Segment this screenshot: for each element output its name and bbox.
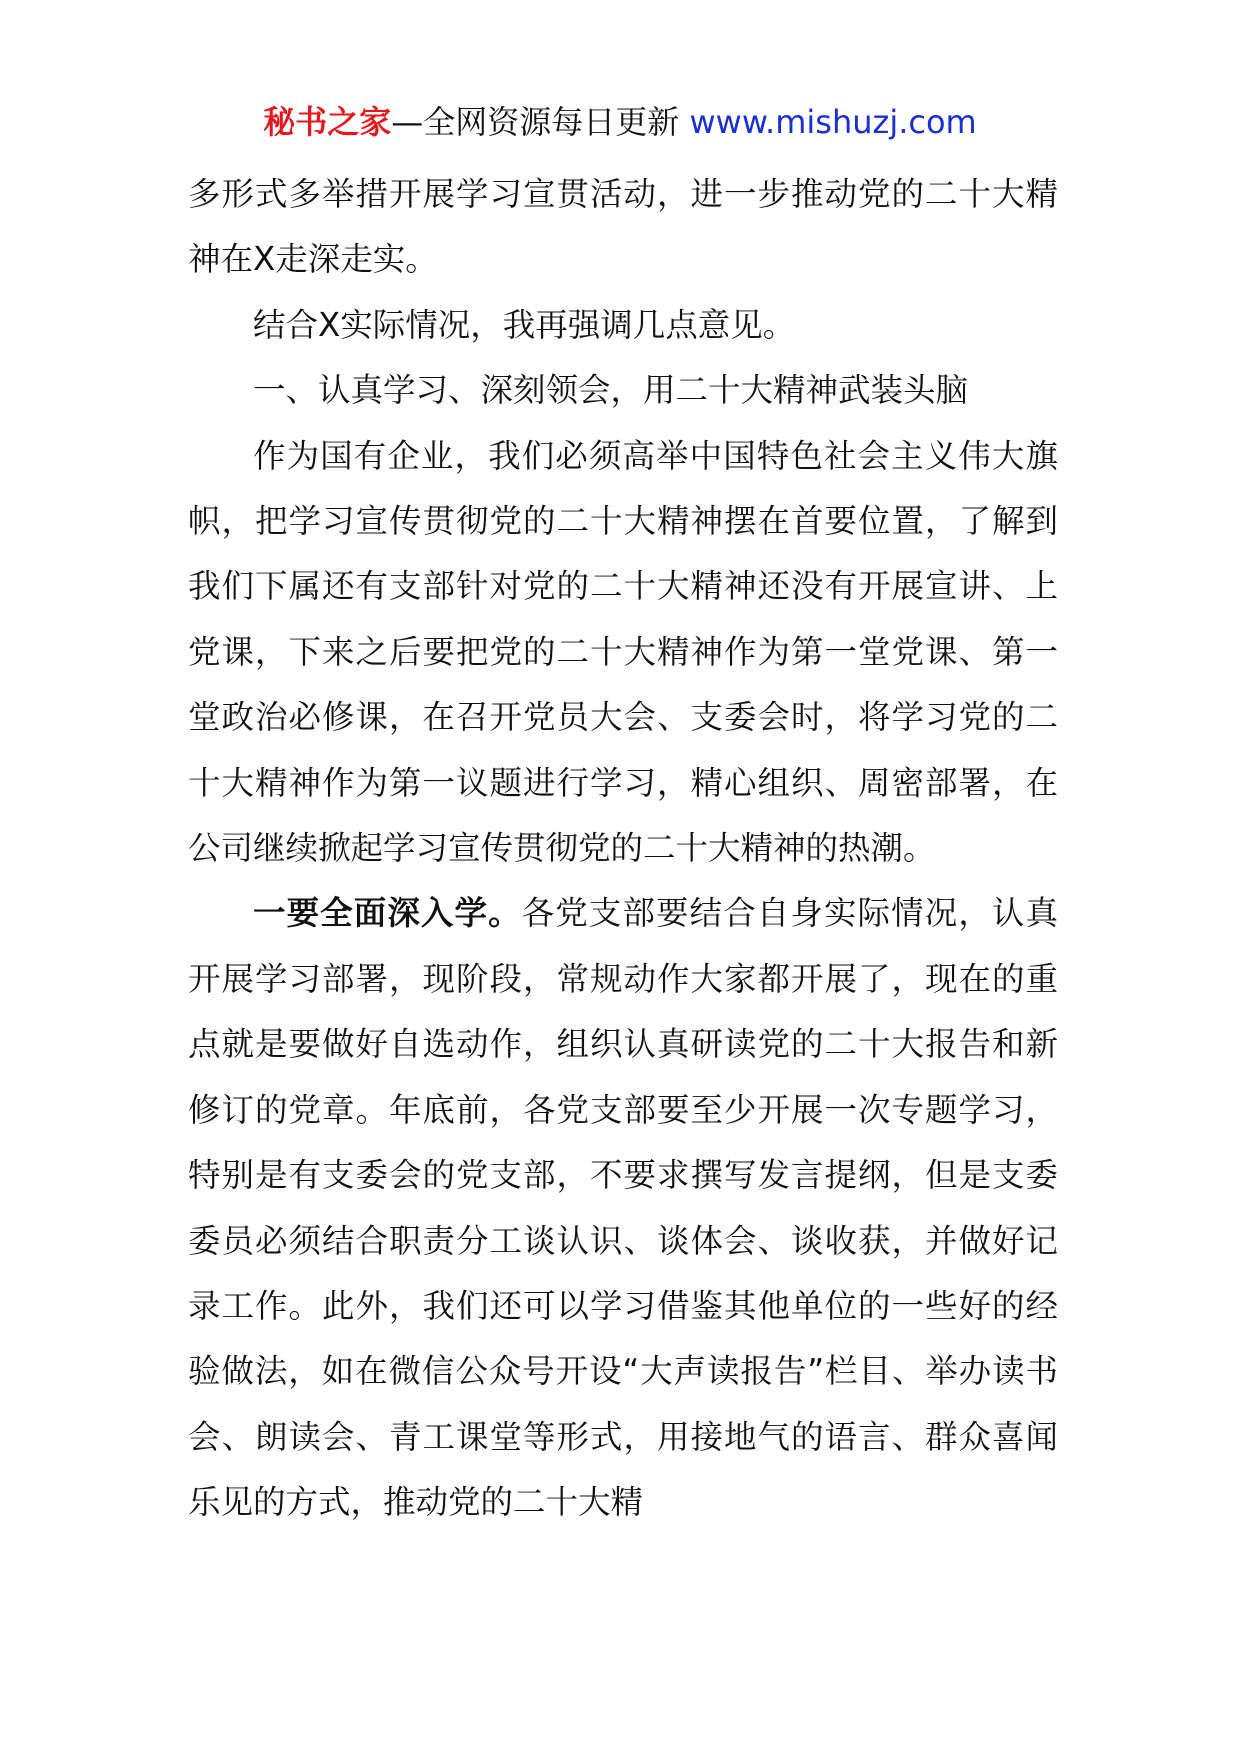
site-tagline: —全网资源每日更新 xyxy=(391,103,690,141)
site-header xyxy=(0,100,1240,144)
point-1-lead: 一要全面深入学。 xyxy=(253,894,522,933)
site-brand: 秘书之家 xyxy=(263,103,392,141)
paragraph-intro: 结合X实际情况，我再强调几点意见。 xyxy=(253,305,796,344)
document-body xyxy=(188,162,1058,1536)
paragraph-continuation: 多形式多举措开展学习宣贯活动，进一步推动党的二十大精神在X走深走实。 xyxy=(188,175,1058,279)
site-url-link[interactable]: www.mishuzj.com xyxy=(689,103,977,141)
section-heading-1: 一、认真学习、深刻领会，用二十大精神武装头脑 xyxy=(253,371,969,410)
paragraph-point-1 xyxy=(188,881,1058,1535)
point-1-body: 各党支部要结合自身实际情况，认真开展学习部署，现阶段，常规动作大家都开展了，现在的重点就是要做好自选动作，组织认真研读党的二十大报告和新修订的党章。年底前，各党支部要至少开展一次专题学习，特别是有支委会的党支部，不要求撰写发言提纲，但是支委委员必须结合职责分工谈认识、谈体会、谈收获，并做好记录工作。此外，我们还可以学习借鉴其他单位的一些好的经验做法，如在微信公众号开设“大声读报告”栏目、举办读书会、朗读会、青工课堂等形式，用接地气的语言、群众喜闻乐见的方式，推动党的二十大精 xyxy=(188,894,1058,1522)
paragraph-section-1: 作为国有企业，我们必须高举中国特色社会主义伟大旗帜，把学习宣传贯彻党的二十大精神摆在首要位置，了解到我们下属还有支部针对党的二十大精神还没有开展宣讲、上党课，下来之后要把党的二十大精神作为第一堂党课、第一堂政治必修课，在召开党员大会、支委会时，将学习党的二十大精神作为第一议题进行学习，精心组织、周密部署，在公司继续掀起学习宣传贯彻党的二十大精神的热潮。 xyxy=(188,436,1058,868)
